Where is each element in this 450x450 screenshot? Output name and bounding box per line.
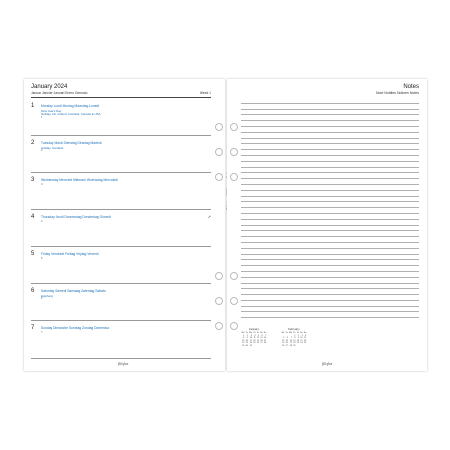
- day-event: New Year's Day: [41, 108, 62, 113]
- day-divider: [31, 172, 211, 173]
- day-divider: [31, 358, 211, 359]
- week-number: Week 1: [199, 91, 211, 95]
- day-number: 5: [31, 251, 35, 257]
- mini-calendar-february: [281, 327, 307, 348]
- day-divider: [31, 246, 211, 247]
- day-divider: [31, 209, 211, 210]
- day-divider: [31, 283, 211, 284]
- day-week-number: 1: [41, 115, 43, 119]
- brand-logo: filofax: [118, 361, 129, 366]
- day-week-number: 3: [41, 182, 43, 186]
- binder-hole: [230, 272, 238, 280]
- mini-calendar-grid: Mo Tu We Th Fr Sa Su 1 2 3 4 5 6 7 8 9 10 11 12 13 14 15 16 17 18 19 20 21 22 23 24 25 26 27 28 29: [281, 332, 307, 347]
- header-rule: [31, 97, 211, 98]
- day-name: Wednesday Mercredi Mittwoch Woensdag Mercoledì: [41, 178, 119, 182]
- arrow-icon: ➚: [207, 214, 211, 219]
- notes-languages: Note Notities Notizen Notes: [376, 91, 419, 95]
- binder-hole: [215, 322, 223, 330]
- day-name: Tuesday Mardi Dienstag Dinsdag Martedì: [41, 141, 102, 145]
- binder-hole: [215, 173, 223, 181]
- day-name: Thursday Jeudi Donnerstag Donderdag Giovedì: [41, 215, 112, 219]
- day-week-number: 5: [41, 256, 43, 260]
- mini-calendar-january: [241, 327, 267, 348]
- day-divider: [31, 135, 211, 136]
- day-number: 7: [31, 325, 35, 331]
- notes-title: Notes: [403, 84, 419, 90]
- day-week-number: 6: [41, 297, 43, 300]
- day-divider: [31, 320, 211, 321]
- day-week-number: 2: [41, 149, 43, 152]
- day-name: Friday Vendredi Freitag Vrijdag Venerdì: [41, 252, 99, 256]
- binder-hole: [230, 123, 238, 131]
- month-languages: Januar Janvier Januari Enero Gennaio: [31, 91, 88, 95]
- day-event: Epiphany: [41, 293, 54, 298]
- brand-logo: filofax: [322, 361, 333, 366]
- day-number: 6: [31, 288, 35, 294]
- diary-left-page: [24, 79, 225, 371]
- binder-hole: [215, 297, 223, 305]
- mini-calendar-month: January: [248, 327, 259, 331]
- day-name: Saturday Samedi Samstag Zaterdag Sabato: [41, 289, 106, 293]
- binder-hole: [215, 272, 223, 280]
- binder-hole: [215, 123, 223, 131]
- day-number: 2: [31, 140, 35, 146]
- day-name: Sunday Dimanche Sonntag Zondag Domenica: [41, 326, 109, 330]
- binder-hole: [230, 322, 238, 330]
- day-week-number: 7: [41, 330, 43, 334]
- day-name: Monday Lundi Montag Maandag Lunedì: [41, 104, 100, 108]
- day-number: 4: [31, 214, 35, 220]
- day-event: Holiday, UK, Ireland, Australia, Canada & USA: [41, 112, 101, 116]
- binder-hole: [215, 148, 223, 156]
- day-number: 1: [31, 103, 35, 109]
- mini-calendar-month: February: [288, 327, 300, 331]
- binder-hole: [230, 148, 238, 156]
- day-week-number: 4: [41, 219, 43, 223]
- notes-ruled-area[interactable]: [241, 98, 419, 318]
- binder-hole: [230, 173, 238, 181]
- notes-right-page: [227, 79, 427, 371]
- month-title: January 2024: [31, 84, 68, 90]
- binder-hole: [230, 297, 238, 305]
- day-number: 3: [31, 177, 35, 183]
- day-event: Holiday, Scotland: [41, 145, 64, 150]
- mini-calendar-grid: Mo Tu We Th Fr Sa Su 1 2 3 4 5 6 7 8 9 10 11 12 13 14 15 16 17 18 19 20 21 22 23 24 25 26 27 28 29 30 31: [241, 332, 267, 347]
